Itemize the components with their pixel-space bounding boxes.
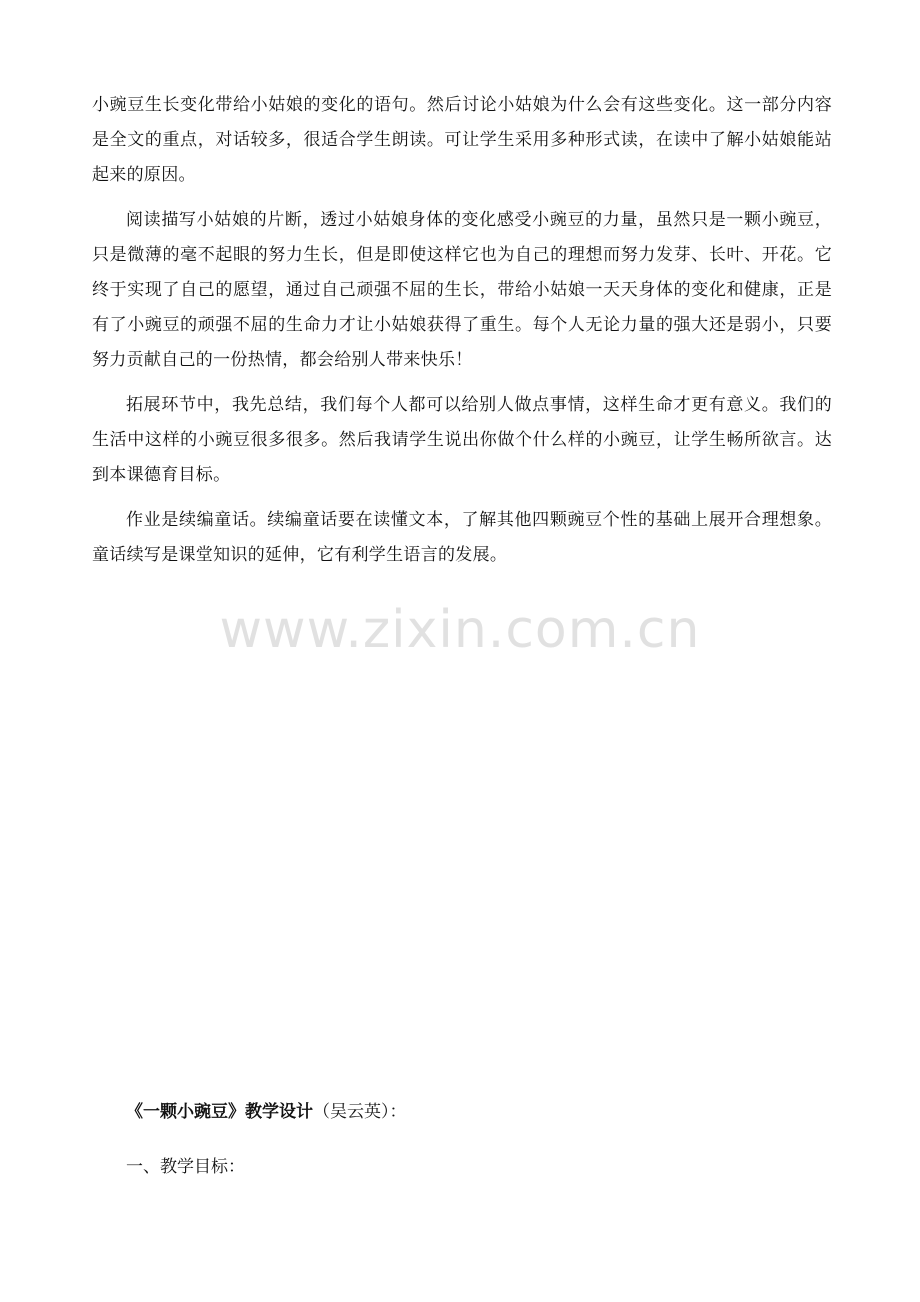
paragraph-homework: 作业是续编童话。续编童话要在读懂文本，了解其他四颗豌豆个性的基础上展开合理想象。童话续写是课堂知识的延伸，它有利学生语言的发展。 [92,510,832,565]
design-title-author: （吴云英）： [313,1102,407,1122]
body-text [92,88,832,583]
section-heading-objectives: 一、教学目标： [126,1157,245,1177]
paragraph-extension: 拓展环节中，我先总结，我们每个人都可以给别人做点事情，这样生命才更有意义。我们的生活中这样的小豌豆很多很多。然后我请学生说出你做个什么样的小豌豆，让学生畅所欲言。达到本课德育目标。 [92,395,832,485]
design-title-bold: 《一颗小豌豆》教学设计 [126,1102,313,1122]
watermark: www.zixin.com.cn [219,600,701,660]
design-title [126,1095,826,1130]
paragraph-continuation: 小豌豆生长变化带给小姑娘的变化的语句。然后讨论小姑娘为什么会有这些变化。这一部分内容是全文的重点，对话较多，很适合学生朗读。可让学生采用多种形式读，在读中了解小姑娘能站起来的原因。 [92,95,832,185]
teaching-design-section [126,1095,826,1185]
paragraph-reading-analysis: 阅读描写小姑娘的片断，透过小姑娘身体的变化感受小豌豆的力量，虽然只是一颗小豌豆，只是微薄的毫不起眼的努力生长，但是即使这样它也为自己的理想而努力发芽、长叶、开花。它终于实现了自己的愿望，通过自己顽强不屈的生长，带给小姑娘一天天身体的变化和健康，正是有了小豌豆的顽强不屈的生命力才让小姑娘获得了重生。每个人无论力量的强大还是弱小，只要努力贡献自己的一份热情，都会给别人带来快乐！ [92,210,832,370]
